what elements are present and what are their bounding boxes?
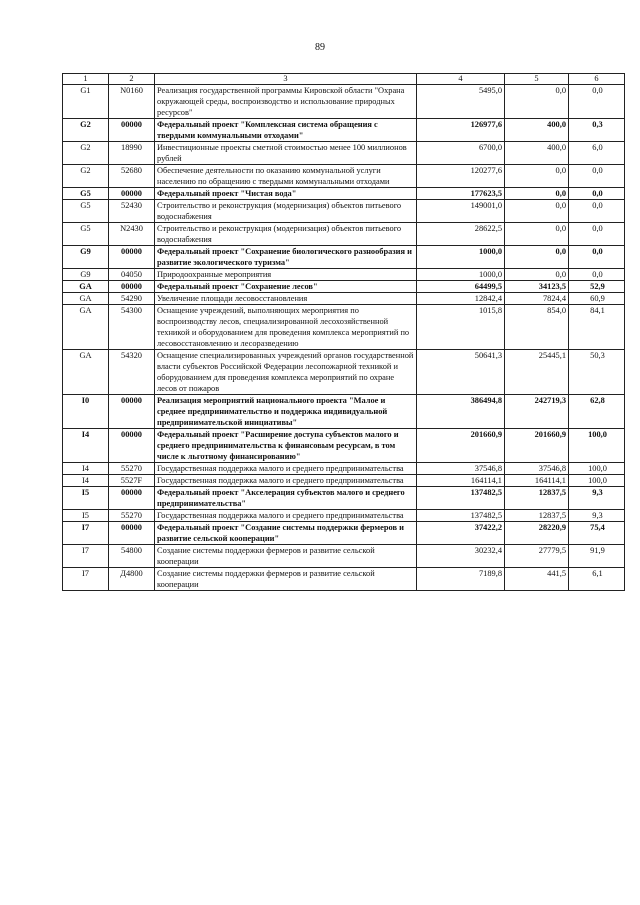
row-name-cell: Создание системы поддержки фермеров и развитие сельской кооперации [155,568,417,591]
table-row [63,305,625,350]
row-percent-cell: 75,4 [569,522,625,545]
row-subcode-cell: 04050 [109,269,155,281]
row-code-cell: I7 [63,522,109,545]
table-row [63,487,625,510]
table-row [63,568,625,591]
row-plan-cell: 37422,2 [417,522,505,545]
row-actual-cell: 0,0 [505,223,569,246]
row-plan-cell: 28622,5 [417,223,505,246]
row-percent-cell: 0,0 [569,165,625,188]
row-percent-cell: 52,9 [569,281,625,293]
row-name-cell: Оснащение специализированных учреждений органов государственной власти субъектов Российской Федерации лесопожарной техникой и оборудованием для проведения комплекса мероприятий по охране лесов от пожаров [155,350,417,395]
row-subcode-cell: 52430 [109,200,155,223]
row-code-cell: G9 [63,269,109,281]
table-row [63,545,625,568]
table-row [63,200,625,223]
row-name-cell: Федеральный проект "Акселерация субъектов малого и среднего предпринимательства" [155,487,417,510]
row-name-cell: Государственная поддержка малого и среднего предпринимательства [155,475,417,487]
row-name-cell: Создание системы поддержки фермеров и развитие сельской кооперации [155,545,417,568]
table-row [63,293,625,305]
row-plan-cell: 386494,8 [417,395,505,429]
header-col-6: 6 [569,74,625,85]
row-actual-cell: 441,5 [505,568,569,591]
row-actual-cell: 27779,5 [505,545,569,568]
table-row [63,429,625,463]
table-row [63,223,625,246]
row-percent-cell: 0,0 [569,85,625,119]
row-percent-cell: 100,0 [569,429,625,463]
row-name-cell: Государственная поддержка малого и среднего предпринимательства [155,510,417,522]
row-subcode-cell: 00000 [109,119,155,142]
row-code-cell: G1 [63,85,109,119]
row-subcode-cell: 00000 [109,188,155,200]
row-actual-cell: 34123,5 [505,281,569,293]
row-name-cell: Строительство и реконструкция (модернизация) объектов питьевого водоснабжения [155,223,417,246]
row-percent-cell: 60,9 [569,293,625,305]
row-code-cell: I0 [63,395,109,429]
row-code-cell: I4 [63,429,109,463]
row-code-cell: I4 [63,463,109,475]
row-actual-cell: 0,0 [505,85,569,119]
row-code-cell: GA [63,305,109,350]
row-name-cell: Федеральный проект "Сохранение биологического разнообразия и развитие экологического туризма" [155,246,417,269]
row-code-cell: G5 [63,200,109,223]
row-subcode-cell: 00000 [109,395,155,429]
header-col-2: 2 [109,74,155,85]
row-plan-cell: 1000,0 [417,269,505,281]
row-subcode-cell: 54320 [109,350,155,395]
row-actual-cell: 28220,9 [505,522,569,545]
row-plan-cell: 30232,4 [417,545,505,568]
row-name-cell: Федеральный проект "Сохранение лесов" [155,281,417,293]
row-plan-cell: 164114,1 [417,475,505,487]
row-plan-cell: 149001,0 [417,200,505,223]
row-actual-cell: 0,0 [505,165,569,188]
table-row [63,510,625,522]
header-col-5: 5 [505,74,569,85]
table-row [63,85,625,119]
row-actual-cell: 0,0 [505,200,569,223]
row-percent-cell: 91,9 [569,545,625,568]
row-name-cell: Обеспечение деятельности по оказанию коммунальной услуги населению по обращению с твердыми коммунальными отходами [155,165,417,188]
table-header-row [63,74,625,85]
row-percent-cell: 0,0 [569,188,625,200]
row-code-cell: I4 [63,475,109,487]
row-plan-cell: 137482,5 [417,510,505,522]
row-code-cell: G5 [63,223,109,246]
row-code-cell: G2 [63,165,109,188]
row-name-cell: Реализация мероприятий национального проекта "Малое и среднее предпринимательство и поддержка индивидуальной предпринимательской инициативы" [155,395,417,429]
row-code-cell: I7 [63,568,109,591]
table-row [63,119,625,142]
table-row [63,475,625,487]
row-percent-cell: 9,3 [569,487,625,510]
row-name-cell: Увеличение площади лесовосстановления [155,293,417,305]
row-actual-cell: 400,0 [505,119,569,142]
row-subcode-cell: 55270 [109,510,155,522]
row-code-cell: GA [63,293,109,305]
row-name-cell: Строительство и реконструкция (модернизация) объектов питьевого водоснабжения [155,200,417,223]
row-code-cell: G2 [63,142,109,165]
row-percent-cell: 100,0 [569,475,625,487]
row-plan-cell: 5495,0 [417,85,505,119]
row-subcode-cell: 18990 [109,142,155,165]
table-row [63,188,625,200]
row-percent-cell: 100,0 [569,463,625,475]
row-actual-cell: 400,0 [505,142,569,165]
row-plan-cell: 201660,9 [417,429,505,463]
page-number: 89 [315,42,325,53]
row-subcode-cell: Д4800 [109,568,155,591]
row-name-cell: Оснащение учреждений, выполняющих мероприятия по воспроизводству лесов, специализированной лесохозяйственной техникой и оборудованием для проведения комплекса мероприятий по лесовосстановлению и лесоразведению [155,305,417,350]
row-plan-cell: 177623,5 [417,188,505,200]
row-percent-cell: 0,3 [569,119,625,142]
row-actual-cell: 12837,5 [505,510,569,522]
row-code-cell: I7 [63,545,109,568]
budget-table [62,73,625,591]
row-actual-cell: 7824,4 [505,293,569,305]
row-percent-cell: 0,0 [569,269,625,281]
row-name-cell: Федеральный проект "Чистая вода" [155,188,417,200]
row-actual-cell: 201660,9 [505,429,569,463]
row-plan-cell: 50641,3 [417,350,505,395]
table-row [63,522,625,545]
row-plan-cell: 137482,5 [417,487,505,510]
row-plan-cell: 12842,4 [417,293,505,305]
row-actual-cell: 25445,1 [505,350,569,395]
row-plan-cell: 6700,0 [417,142,505,165]
row-name-cell: Государственная поддержка малого и среднего предпринимательства [155,463,417,475]
row-actual-cell: 0,0 [505,188,569,200]
row-code-cell: I5 [63,487,109,510]
row-actual-cell: 854,0 [505,305,569,350]
row-percent-cell: 62,8 [569,395,625,429]
row-name-cell: Инвестиционные проекты сметной стоимостью менее 100 миллионов рублей [155,142,417,165]
row-plan-cell: 126977,6 [417,119,505,142]
table-row [63,350,625,395]
row-plan-cell: 120277,6 [417,165,505,188]
row-code-cell: G2 [63,119,109,142]
row-code-cell: GA [63,350,109,395]
header-col-3: 3 [155,74,417,85]
row-actual-cell: 0,0 [505,269,569,281]
row-name-cell: Реализация государственной программы Кировской области "Охрана окружающей среды, воспроизводство и использование природных ресурсов" [155,85,417,119]
table-row [63,281,625,293]
row-percent-cell: 0,0 [569,246,625,269]
row-code-cell: G5 [63,188,109,200]
table-row [63,142,625,165]
row-actual-cell: 242719,3 [505,395,569,429]
row-name-cell: Федеральный проект "Создание системы поддержки фермеров и развитие сельской кооперации" [155,522,417,545]
row-plan-cell: 64499,5 [417,281,505,293]
row-plan-cell: 1000,0 [417,246,505,269]
row-percent-cell: 0,0 [569,200,625,223]
row-code-cell: G9 [63,246,109,269]
row-plan-cell: 7189,8 [417,568,505,591]
row-percent-cell: 0,0 [569,223,625,246]
table-row [63,269,625,281]
row-actual-cell: 12837,5 [505,487,569,510]
row-plan-cell: 37546,8 [417,463,505,475]
header-col-1: 1 [63,74,109,85]
row-subcode-cell: 00000 [109,487,155,510]
row-percent-cell: 6,0 [569,142,625,165]
row-subcode-cell: 54300 [109,305,155,350]
row-code-cell: I5 [63,510,109,522]
row-actual-cell: 164114,1 [505,475,569,487]
table-row [63,463,625,475]
row-subcode-cell: 00000 [109,281,155,293]
row-subcode-cell: 00000 [109,246,155,269]
row-actual-cell: 37546,8 [505,463,569,475]
row-name-cell: Федеральный проект "Расширение доступа субъектов малого и среднего предпринимательства к финансовым ресурсам, в том числе к льготному финансированию" [155,429,417,463]
row-percent-cell: 50,3 [569,350,625,395]
row-subcode-cell: 00000 [109,429,155,463]
row-subcode-cell: N0160 [109,85,155,119]
table-row [63,246,625,269]
row-name-cell: Федеральный проект "Комплексная система обращения с твердыми коммунальными отходами" [155,119,417,142]
row-plan-cell: 1015,8 [417,305,505,350]
table-row [63,165,625,188]
row-subcode-cell: 00000 [109,522,155,545]
row-name-cell: Природоохранные мероприятия [155,269,417,281]
row-subcode-cell: 55270 [109,463,155,475]
header-col-4: 4 [417,74,505,85]
row-subcode-cell: 5527F [109,475,155,487]
row-percent-cell: 84,1 [569,305,625,350]
row-code-cell: GA [63,281,109,293]
row-actual-cell: 0,0 [505,246,569,269]
row-subcode-cell: 54290 [109,293,155,305]
row-subcode-cell: N2430 [109,223,155,246]
row-percent-cell: 6,1 [569,568,625,591]
row-percent-cell: 9,3 [569,510,625,522]
row-subcode-cell: 54800 [109,545,155,568]
table-row [63,395,625,429]
row-subcode-cell: 52680 [109,165,155,188]
